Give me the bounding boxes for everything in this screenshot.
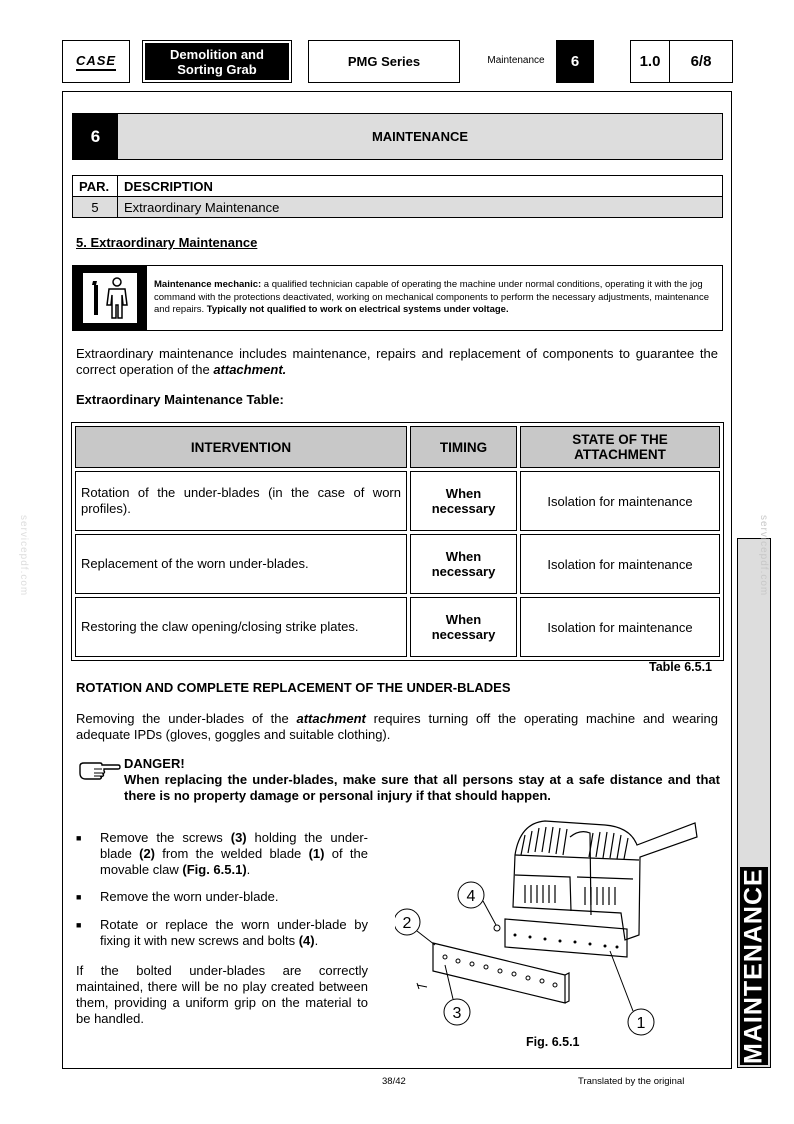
figure-label-3: 3: [452, 1005, 462, 1022]
mechanic-icon: [83, 273, 137, 323]
page-indicator: 6/8: [690, 53, 712, 70]
removing-paragraph: [76, 711, 718, 743]
side-tab: [737, 538, 771, 1068]
pointing-hand-icon: [78, 760, 122, 782]
bullet-ref: (4): [298, 933, 315, 948]
intro-emphasis: attachment.: [213, 362, 287, 377]
danger-title: DANGER!: [124, 756, 185, 771]
bullet-ref: (2): [139, 846, 155, 861]
par-header: PAR.: [73, 176, 118, 197]
table-row: [75, 597, 720, 657]
section-header-number: 6: [73, 114, 118, 159]
bullet-text: .: [246, 862, 251, 877]
bullet-text: Remove the worn under-blade.: [100, 889, 279, 904]
timing-cell: When necessary: [410, 471, 517, 531]
figure-caption: Fig. 6.5.1: [526, 1035, 580, 1049]
bullet-text: of the movable claw: [100, 846, 369, 877]
subheading: 5. Extraordinary Maintenance: [76, 235, 258, 250]
section-label: Maintenance: [487, 55, 545, 66]
watermark-left: servicepdf.com: [18, 515, 29, 597]
mechanic-label: Maintenance mechanic:: [154, 279, 262, 290]
bullet-item: [76, 917, 368, 949]
section-number: 6: [570, 53, 580, 70]
title-line-1: Demolition and: [170, 46, 264, 62]
mechanic-icon-box: [73, 266, 147, 330]
revision-box: [630, 40, 670, 83]
removing-emphasis: attachment: [296, 711, 366, 726]
bullet-text: from the welded blade: [155, 846, 309, 861]
bullet-ref: (Fig. 6.5.1): [182, 862, 247, 877]
bullet-item: [76, 889, 368, 905]
bullet-text: Rotate or replace the worn under-blade by fixing it with new screws and bolts: [100, 917, 368, 948]
timing-cell: When necessary: [410, 534, 517, 594]
mechanic-box: [72, 265, 723, 331]
bullet-text: holding the under-blade: [100, 830, 368, 861]
under-blade-figure: [395, 815, 705, 1050]
figure-label-1: 1: [636, 1015, 646, 1032]
rotation-heading: ROTATION AND COMPLETE REPLACEMENT OF THE UNDER-BLADES: [76, 680, 511, 695]
title-box: [142, 40, 292, 83]
section-header-title: MAINTENANCE: [371, 129, 469, 144]
par-description: Extraordinary Maintenance: [118, 197, 723, 218]
bullet-ref: (1): [308, 846, 325, 861]
par-number: 5: [73, 197, 118, 218]
mechanic-description: [154, 279, 716, 317]
danger-text: When replacing the under-blades, make sure that all persons stay at a safe distance and that there is no property damage or personal injury if that should happen.: [124, 772, 720, 803]
document-title: [145, 43, 289, 80]
bullet-text: Remove the screws: [100, 830, 231, 845]
logo-box: [62, 40, 130, 83]
maintenance-table: [71, 422, 724, 661]
footer-page: 38/42: [382, 1076, 406, 1087]
description-header: DESCRIPTION: [118, 176, 723, 197]
bullet-marker: ■: [76, 833, 82, 843]
case-logo: CASE: [75, 52, 117, 68]
page-box: [669, 40, 733, 83]
figure-label-4: 4: [466, 888, 476, 905]
table-row: [75, 534, 720, 594]
intervention-header: INTERVENTION: [75, 426, 407, 468]
removing-text-post: requires turning off the operating machine and wearing adequate IPDs (gloves, goggles and suitable clothing).: [76, 711, 718, 742]
bullet-ref: (3): [230, 830, 247, 845]
side-tab-label: MAINTENANCE: [739, 868, 768, 1064]
intro-paragraph: [76, 346, 718, 378]
section-number-box: [556, 40, 594, 83]
table-caption: Table 6.5.1: [649, 660, 712, 674]
logo-underline: [76, 69, 116, 71]
footer-note: Translated by the original: [578, 1076, 685, 1087]
figure-label-2: 2: [402, 915, 412, 932]
state-cell: Isolation for maintenance: [520, 471, 720, 531]
state-cell: Isolation for maintenance: [520, 534, 720, 594]
mechanic-text: a qualified technician capable of operating the machine under normal conditions, operating it with the jog command with the protections deactivated, working on mechanical components to perform the necessary adjustments, maintenance and repairs.: [154, 279, 709, 315]
state-cell: Isolation for maintenance: [520, 597, 720, 657]
bullet-text: .: [314, 933, 319, 948]
timing-cell: When necessary: [410, 597, 517, 657]
revision-number: 1.0: [639, 53, 661, 70]
bullet-marker: ■: [76, 920, 82, 930]
paragraph-table: [72, 175, 723, 218]
intervention-cell: Rotation of the under-blades (in the case of worn profiles).: [75, 471, 407, 531]
intervention-cell: Restoring the claw opening/closing strike plates.: [75, 597, 407, 657]
intervention-cell: Replacement of the worn under-blades.: [75, 534, 407, 594]
series-label: PMG Series: [347, 54, 421, 69]
bullet-item: [76, 830, 368, 878]
watermark-right: servicepdf.com: [758, 515, 769, 597]
intro-text: Extraordinary maintenance includes maintenance, repairs and replacement of components to guarantee the correct operation of the: [76, 346, 718, 377]
table-title: Extraordinary Maintenance Table:: [76, 392, 284, 407]
title-line-2: Sorting Grab: [177, 61, 257, 77]
mechanic-bold-note: Typically not qualified to work on electrical systems under voltage.: [204, 304, 509, 315]
table-row: [75, 471, 720, 531]
section-header: [72, 113, 723, 160]
bullet-marker: ■: [76, 892, 82, 902]
removing-text-pre: Removing the under-blades of the: [76, 711, 297, 726]
closing-paragraph: If the bolted under-blades are correctly maintained, there will be no play created between them, providing a uniform grip on the material to be handled.: [76, 963, 368, 1026]
state-header: STATE OF THE ATTACHMENT: [520, 426, 720, 468]
timing-header: TIMING: [410, 426, 517, 468]
series-box: [308, 40, 460, 83]
